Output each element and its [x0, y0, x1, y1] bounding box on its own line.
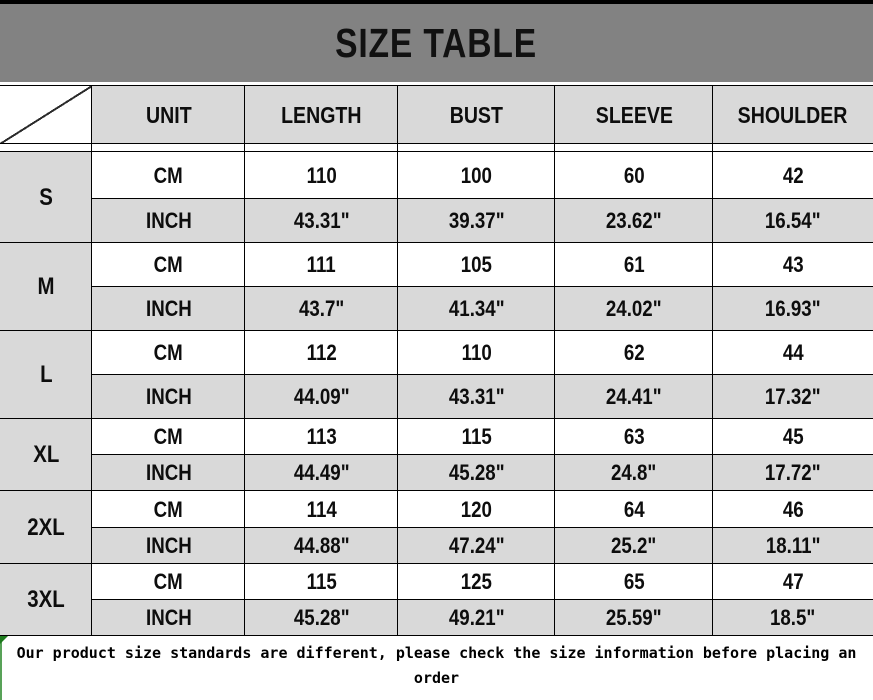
unit-label-cell: CM — [92, 331, 245, 375]
header-label: LENGTH — [281, 101, 362, 128]
measurement-cell: 16.54" — [713, 199, 873, 243]
unit-label-cell: CM — [92, 491, 245, 528]
measurement-cell: 44.88" — [245, 528, 398, 564]
measurement-cell: 17.72" — [713, 455, 873, 491]
measurement-cell: 47.24" — [398, 528, 555, 564]
measurement-cell: 25.2" — [555, 528, 713, 564]
measurement-cell: 24.41" — [555, 375, 713, 419]
measurement-cell: 18.11" — [713, 528, 873, 564]
title-bar — [0, 4, 873, 82]
measurement-cell: 25.59" — [555, 600, 713, 635]
measurement-cell: 43.31" — [245, 199, 398, 243]
measurement-cell: 46 — [713, 491, 873, 528]
spacer-cell — [713, 144, 873, 152]
diagonal-cell — [0, 86, 92, 144]
measurement-cell: 100 — [398, 152, 555, 199]
size-cell-xl: XL — [0, 419, 92, 491]
spacer-cell — [0, 144, 92, 152]
measurement-cell: 112 — [245, 331, 398, 375]
measurement-cell: 65 — [555, 564, 713, 600]
measurement-cell: 42 — [713, 152, 873, 199]
measurement-cell: 110 — [398, 331, 555, 375]
unit-label-cell: CM — [92, 564, 245, 600]
green-edge-line — [0, 636, 2, 700]
header-label: UNIT — [145, 101, 192, 128]
measurement-cell: 115 — [245, 564, 398, 600]
measurement-cell: 110 — [245, 152, 398, 199]
size-cell-s: S — [0, 152, 92, 243]
header-cell-length — [245, 86, 398, 144]
measurement-cell: 62 — [555, 331, 713, 375]
measurement-cell: 64 — [555, 491, 713, 528]
header-label: SLEEVE — [595, 101, 673, 128]
measurement-cell: 63 — [555, 419, 713, 455]
measurement-cell: 125 — [398, 564, 555, 600]
note-bar — [0, 635, 873, 700]
header-label: SHOULDER — [738, 101, 848, 128]
measurement-cell: 39.37" — [398, 199, 555, 243]
note-text: Our product size standards are different, please check the size information before placing an order — [16, 644, 857, 687]
size-cell-l: L — [0, 331, 92, 419]
spacer-cell — [555, 144, 713, 152]
measurement-cell: 49.21" — [398, 600, 555, 635]
measurement-cell: 24.8" — [555, 455, 713, 491]
measurement-cell: 43.7" — [245, 287, 398, 331]
unit-label-cell: CM — [92, 152, 245, 199]
measurement-cell: 24.02" — [555, 287, 713, 331]
spacer-cell — [398, 144, 555, 152]
measurement-cell: 45.28" — [245, 600, 398, 635]
measurement-cell: 114 — [245, 491, 398, 528]
measurement-cell: 23.62" — [555, 199, 713, 243]
unit-label-cell: CM — [92, 243, 245, 287]
unit-label-cell: INCH — [92, 528, 245, 564]
measurement-cell: 111 — [245, 243, 398, 287]
unit-label-cell: INCH — [92, 375, 245, 419]
green-corner-marker — [0, 636, 8, 644]
unit-label-cell: CM — [92, 419, 245, 455]
size-table — [0, 86, 873, 635]
header-cell-sleeve — [555, 86, 713, 144]
spacer-cell — [92, 144, 245, 152]
unit-label-cell: INCH — [92, 199, 245, 243]
measurement-cell: 45 — [713, 419, 873, 455]
header-cell-shoulder — [713, 86, 873, 144]
page-title: SIZE TABLE — [335, 19, 538, 66]
measurement-cell: 115 — [398, 419, 555, 455]
measurement-cell: 47 — [713, 564, 873, 600]
measurement-cell: 41.34" — [398, 287, 555, 331]
measurement-cell: 44.49" — [245, 455, 398, 491]
measurement-cell: 44 — [713, 331, 873, 375]
measurement-cell: 113 — [245, 419, 398, 455]
unit-label-cell: INCH — [92, 455, 245, 491]
measurement-cell: 60 — [555, 152, 713, 199]
measurement-cell: 61 — [555, 243, 713, 287]
measurement-cell: 43 — [713, 243, 873, 287]
measurement-cell: 18.5" — [713, 600, 873, 635]
measurement-cell: 120 — [398, 491, 555, 528]
measurement-cell: 16.93" — [713, 287, 873, 331]
header-cell-unit — [92, 86, 245, 144]
measurement-cell: 44.09" — [245, 375, 398, 419]
size-cell-2xl: 2XL — [0, 491, 92, 564]
header-cell-bust — [398, 86, 555, 144]
measurement-cell: 43.31" — [398, 375, 555, 419]
header-label: BUST — [449, 101, 504, 128]
size-cell-3xl: 3XL — [0, 564, 92, 635]
measurement-cell: 105 — [398, 243, 555, 287]
unit-label-cell: INCH — [92, 287, 245, 331]
measurement-cell: 17.32" — [713, 375, 873, 419]
spacer-cell — [245, 144, 398, 152]
unit-label-cell: INCH — [92, 600, 245, 635]
size-cell-m: M — [0, 243, 92, 331]
measurement-cell: 45.28" — [398, 455, 555, 491]
